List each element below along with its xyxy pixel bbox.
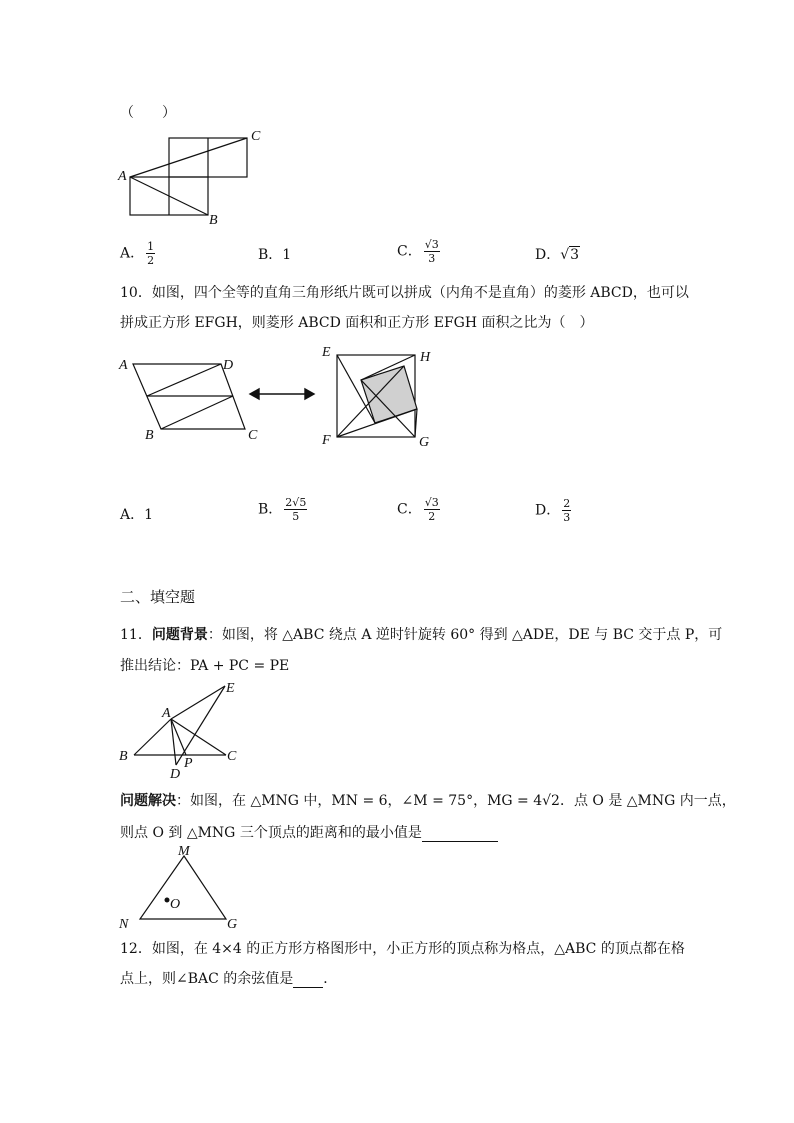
q9-grid-figure	[115, 128, 275, 228]
q9-label-a: A	[118, 169, 127, 184]
q11-label-b: B	[119, 749, 128, 764]
q10-option-b[interactable]: B． $\frac{2√5}{5}$	[258, 496, 307, 523]
q12-text-line2: 点上，则∠BAC 的余弦值是 ．	[120, 971, 338, 987]
q10-label-g: G	[419, 435, 430, 450]
q12-text-line1: 12．如图，在 4×4 的正方形方格图形中，小正方形的顶点称为格点，△ABC 的顶点都在格	[120, 941, 685, 957]
q11-label-g: G	[227, 917, 238, 932]
double-arrow-icon	[248, 384, 316, 404]
q10-label-c: C	[248, 428, 258, 443]
q11-label-m: M	[178, 844, 190, 859]
q10-label-f: F	[322, 433, 331, 448]
q10-option-d[interactable]: D． $\frac{2}{3}$	[535, 497, 571, 524]
q11-label-c: C	[227, 749, 237, 764]
q9-option-d[interactable]: D．√3	[535, 247, 580, 263]
q11-label-a: A	[162, 706, 171, 721]
q10-option-c[interactable]: C． $\frac{√3}{2}$	[397, 496, 439, 523]
q10-option-a[interactable]: A．1	[120, 507, 154, 523]
q10-text-line1: 10．如图，四个全等的直角三角形纸片既可以拼成（内角不是直角）的菱形 ABCD，也可以	[120, 285, 689, 301]
q10-label-d: D	[223, 358, 234, 373]
q11-triangle-figure	[115, 842, 245, 932]
q11-label-e: E	[226, 681, 235, 696]
q11-label-d: D	[170, 767, 181, 782]
q10-label-h: H	[420, 350, 431, 365]
q10-text-line2: 拼成正方形 EFGH，则菱形 ABCD 面积和正方形 EFGH 面积之比为（ ）	[120, 315, 594, 331]
q11-text-line3: 问题解决：如图，在 △MNG 中，MN = 6，∠M = 75°，MG = 4√2．点 O 是 △MNG 内一点，	[120, 793, 736, 809]
q11-label-o: O	[170, 897, 181, 912]
q10-label-b: B	[145, 428, 154, 443]
q10-square-figure	[318, 342, 442, 450]
q11-label-p: P	[184, 756, 193, 771]
q9-option-a[interactable]: A． $\frac{1}{2}$	[120, 240, 155, 267]
q11-answer-blank[interactable]	[422, 827, 498, 842]
q10-label-a: A	[119, 358, 128, 373]
q9-option-b[interactable]: B．1	[258, 247, 292, 263]
point-o	[165, 898, 170, 903]
q11-text-line4: 则点 O 到 △MNG 三个顶点的距离和的最小值是	[120, 822, 498, 842]
q9-answer-paren: （ ）	[120, 105, 176, 121]
q11-label-n: N	[119, 917, 129, 932]
q11-text-line1: 11．问题背景：如图，将 △ABC 绕点 A 逆时针旋转 60° 得到 △ADE，DE 与 BC 交于点 P，可	[120, 627, 723, 643]
q9-label-b: B	[209, 213, 218, 228]
section-title: 二、填空题	[120, 588, 196, 606]
q9-option-c[interactable]: C． $\frac{√3}{3}$	[397, 238, 439, 265]
q11-rotation-figure	[115, 676, 245, 784]
q9-label-c: C	[251, 129, 261, 144]
q12-answer-blank[interactable]	[293, 973, 323, 988]
q11-text-line2: 推出结论：PA + PC = PE	[120, 658, 290, 674]
q10-label-e: E	[322, 345, 331, 360]
